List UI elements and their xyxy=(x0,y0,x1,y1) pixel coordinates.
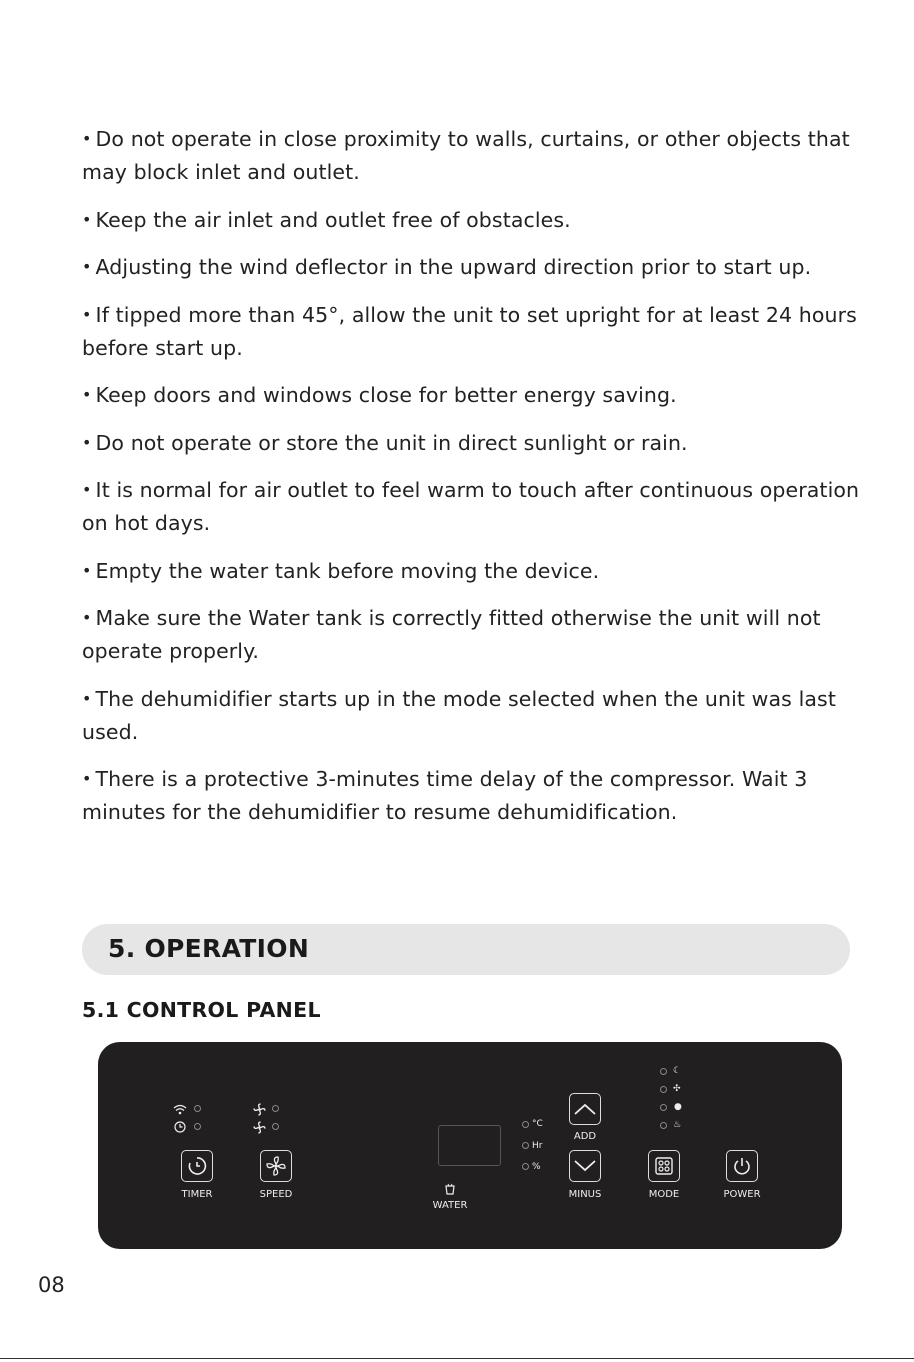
list-item: • The dehumidifier starts up in the mode selected when the unit was last used. xyxy=(82,686,836,744)
celsius-unit: °C xyxy=(532,1119,543,1129)
digital-display xyxy=(438,1125,501,1166)
fan-high-icon xyxy=(253,1103,266,1116)
add-label: ADD xyxy=(573,1131,597,1142)
mode-button[interactable] xyxy=(648,1150,680,1182)
timer-led xyxy=(194,1123,201,1130)
power-label: POWER xyxy=(723,1189,761,1200)
timer-icon xyxy=(187,1156,207,1176)
clock-icon xyxy=(174,1121,186,1133)
speed-label: SPEED xyxy=(259,1189,293,1200)
list-item: • There is a protective 3-minutes time delay of the compressor. Wait 3 minutes for the dehumidifier to resume dehumidification. xyxy=(82,767,808,824)
water-label: WATER xyxy=(432,1200,468,1211)
list-item: • Keep the air inlet and outlet free of obstacles. xyxy=(82,207,571,232)
mode-icon xyxy=(654,1156,674,1176)
percent-unit: % xyxy=(532,1162,541,1172)
add-button[interactable] xyxy=(569,1093,601,1125)
speed-button[interactable] xyxy=(260,1150,292,1182)
laundry-icon: ♨ xyxy=(673,1120,682,1130)
celsius-led xyxy=(522,1121,529,1128)
mode-label: MODE xyxy=(648,1189,680,1200)
minus-label: MINUS xyxy=(568,1189,602,1200)
laundry-mode-led xyxy=(660,1122,667,1129)
dehumidify-mode-led xyxy=(660,1104,667,1111)
subsection-title: 5.1 CONTROL PANEL xyxy=(82,998,321,1022)
list-item: • If tipped more than 45°, allow the unit to set upright for at least 24 hours before start up. xyxy=(82,302,857,360)
page-number: 08 xyxy=(38,1273,65,1297)
list-item: • Adjusting the wind deflector in the upward direction prior to start up. xyxy=(82,255,812,279)
section-header-bar xyxy=(82,924,850,975)
fan-icon xyxy=(265,1155,287,1177)
power-icon xyxy=(732,1156,752,1176)
fan-mode-led xyxy=(660,1086,667,1093)
bottom-divider xyxy=(0,1358,914,1359)
list-item: • Empty the water tank before moving the device. xyxy=(82,558,600,583)
sleep-icon: ☾ xyxy=(673,1066,682,1076)
power-button[interactable] xyxy=(726,1150,758,1182)
droplet-icon: ● xyxy=(674,1102,682,1112)
minus-button[interactable] xyxy=(569,1150,601,1182)
timer-button[interactable] xyxy=(181,1150,213,1182)
wifi-icon xyxy=(173,1104,187,1115)
chevron-up-icon xyxy=(573,1102,597,1116)
fan-low-icon xyxy=(253,1121,266,1134)
percent-led xyxy=(522,1163,529,1170)
fan-mode-icon: ✣ xyxy=(673,1084,681,1094)
sleep-mode-led xyxy=(660,1068,667,1075)
section-title: 5. OPERATION xyxy=(108,934,310,963)
control-panel-image xyxy=(98,1042,842,1249)
list-item: • Do not operate in close proximity to walls, curtains, or other objects that may block inlet and outlet. xyxy=(82,127,850,184)
list-item: • Do not operate or store the unit in direct sunlight or rain. xyxy=(82,430,688,455)
chevron-down-icon xyxy=(573,1159,597,1173)
wifi-led xyxy=(194,1105,201,1112)
list-item: • Keep doors and windows close for better energy saving. xyxy=(82,383,677,407)
water-tank-icon xyxy=(444,1183,456,1195)
list-item: • It is normal for air outlet to feel warm to touch after continuous operation on hot days. xyxy=(82,478,860,535)
hours-led xyxy=(522,1142,529,1149)
timer-label: TIMER xyxy=(181,1189,213,1200)
precautions-list xyxy=(82,122,862,843)
list-item: • Make sure the Water tank is correctly fitted otherwise the unit will not operate properly. xyxy=(82,606,821,663)
speed-high-led xyxy=(272,1105,279,1112)
hours-unit: Hr xyxy=(532,1141,543,1151)
speed-low-led xyxy=(272,1123,279,1130)
